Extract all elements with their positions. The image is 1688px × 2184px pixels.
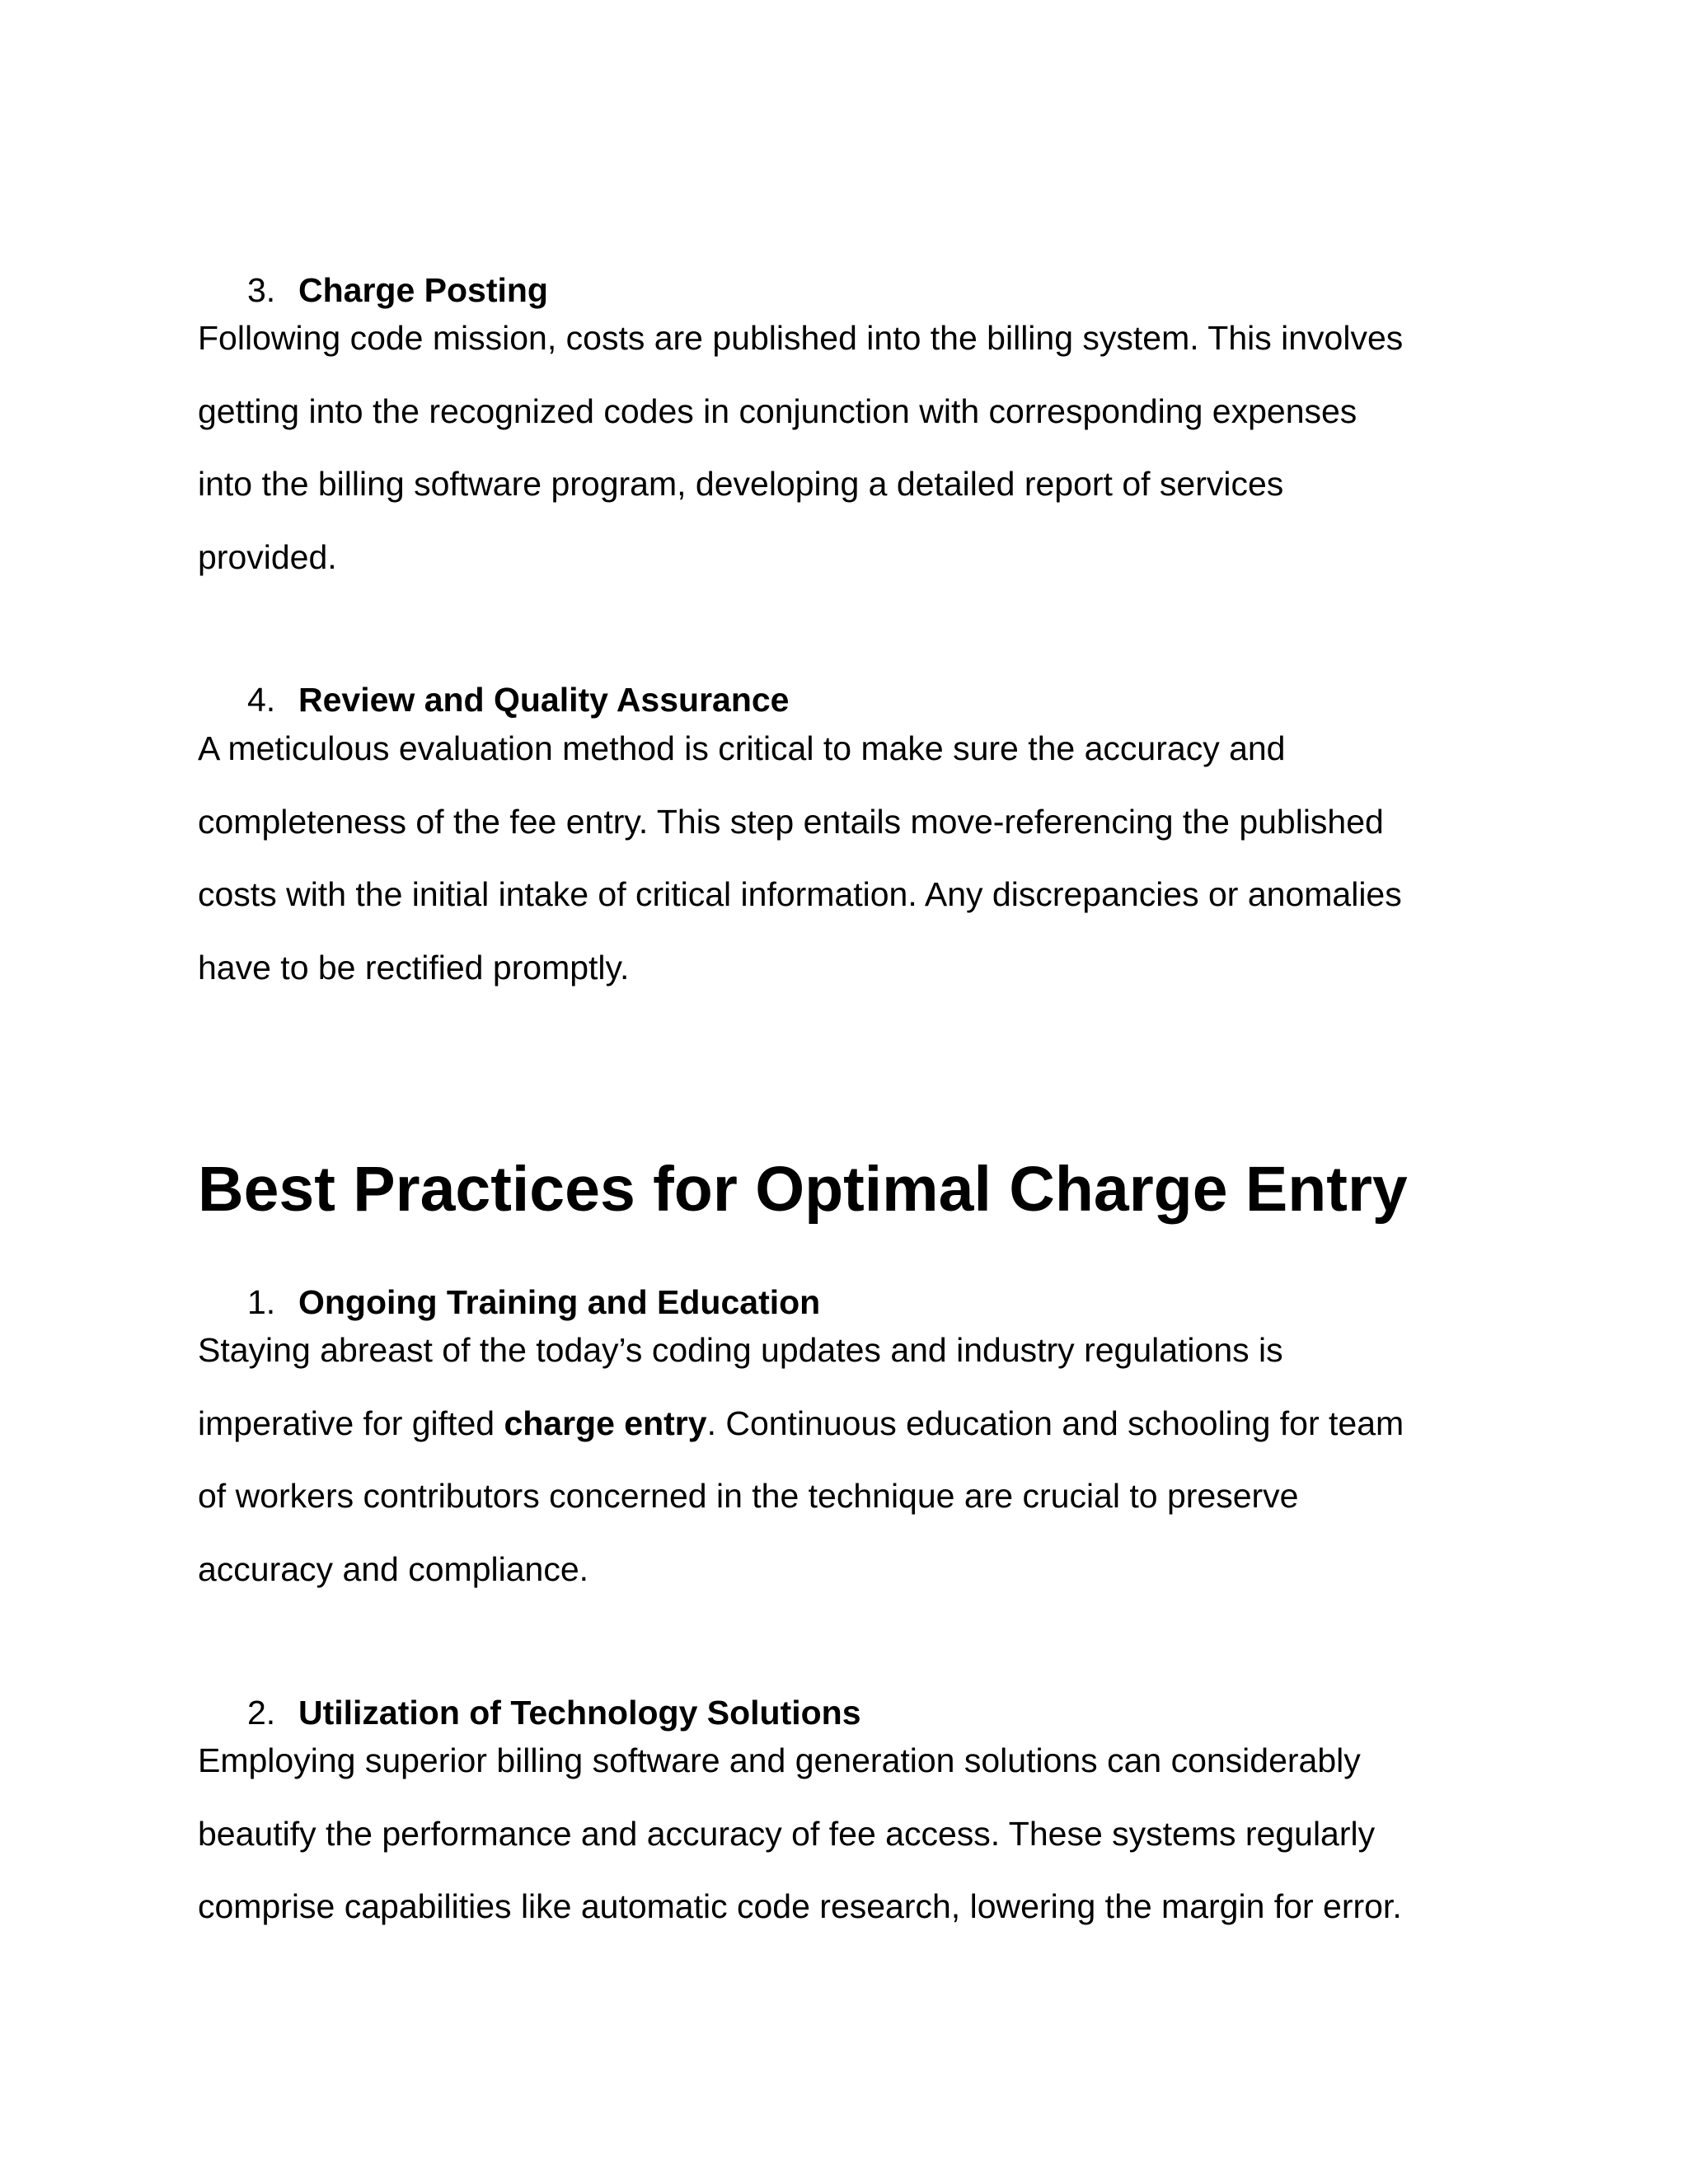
section-heading: Best Practices for Optimal Charge Entry bbox=[198, 1154, 1408, 1225]
paragraph-line: comprise capabilities like automatic code research, lowering the margin for error. bbox=[198, 1887, 1402, 1925]
list-item-title: Charge Posting bbox=[298, 271, 548, 309]
paragraph-line: provided. bbox=[198, 537, 337, 576]
list-item-number: 1. bbox=[247, 1283, 276, 1321]
paragraph-charge-posting bbox=[198, 302, 1500, 593]
list-item-title: Ongoing Training and Education bbox=[298, 1283, 821, 1321]
paragraph-line: A meticulous evaluation method is critical to make sure the accuracy and bbox=[198, 729, 1286, 767]
paragraph-line: of workers contributors concerned in the technique are crucial to preserve bbox=[198, 1477, 1299, 1515]
list-item-title: Utilization of Technology Solutions bbox=[298, 1694, 861, 1732]
paragraph-text: . Continuous education and schooling for team bbox=[706, 1404, 1404, 1442]
list-item-number: 3. bbox=[247, 271, 276, 309]
paragraph-technology-solutions bbox=[198, 1724, 1500, 1943]
paragraph-ongoing-training bbox=[198, 1314, 1500, 1605]
paragraph-line: Following code mission, costs are published into the billing system. This involves bbox=[198, 319, 1404, 357]
paragraph-line: Staying abreast of the today’s coding updates and industry regulations is bbox=[198, 1331, 1283, 1369]
paragraph-line: have to be rectified promptly. bbox=[198, 948, 630, 987]
bold-keyword-charge-entry: charge entry bbox=[504, 1404, 707, 1442]
list-item-number: 4. bbox=[247, 681, 276, 719]
paragraph-line: completeness of the fee entry. This step entails move-referencing the published bbox=[198, 802, 1384, 841]
paragraph-line bbox=[198, 1387, 1500, 1460]
paragraph-line: accuracy and compliance. bbox=[198, 1549, 589, 1588]
paragraph-review-quality bbox=[198, 712, 1500, 1004]
paragraph-line: Employing superior billing software and generation solutions can considerably bbox=[198, 1741, 1361, 1779]
paragraph-line: costs with the initial intake of critical information. Any discrepancies or anomalies bbox=[198, 875, 1402, 913]
paragraph-line: into the billing software program, developing a detailed report of services bbox=[198, 465, 1284, 503]
paragraph-line: beautify the performance and accuracy of fee access. These systems regularly bbox=[198, 1814, 1376, 1853]
paragraph-line: getting into the recognized codes in conjunction with corresponding expenses bbox=[198, 391, 1357, 430]
paragraph-text: imperative for gifted bbox=[198, 1404, 504, 1442]
list-item-title: Review and Quality Assurance bbox=[298, 681, 790, 719]
list-item-number: 2. bbox=[247, 1694, 276, 1732]
